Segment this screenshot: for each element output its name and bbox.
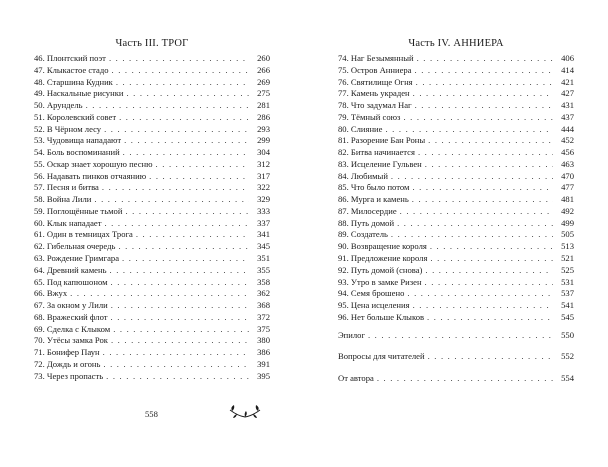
- entry-page: 552: [561, 351, 574, 362]
- part-heading: Часть IV. АННИЕРА: [408, 38, 504, 49]
- entry-page: 477: [561, 182, 574, 193]
- entry-title: Эпилог: [338, 329, 365, 340]
- entry-title: 61. Один в темницах Трога: [34, 229, 133, 240]
- toc-entry: [338, 241, 574, 253]
- entry-page: 266: [257, 64, 270, 75]
- entry-page: 463: [561, 158, 574, 169]
- part-heading: Часть III. ТРОГ: [115, 38, 189, 49]
- entry-title: 63. Рождение Гримгара: [34, 253, 120, 264]
- toc-entry: [34, 300, 270, 312]
- toc-list: [34, 53, 270, 382]
- dot-leader: [418, 147, 553, 159]
- entry-page: 329: [257, 194, 270, 205]
- entry-title: 76. Святилище Огня: [338, 76, 413, 87]
- entry-title: 81. Разорение Бан Роны: [338, 135, 426, 146]
- entry-page: 456: [561, 147, 574, 158]
- entry-page: 481: [561, 194, 574, 205]
- entry-title: 93. Утро в замке Ризен: [338, 276, 422, 287]
- entry-page: 550: [561, 329, 574, 340]
- toc-entry: [338, 351, 574, 363]
- toc-entry: [338, 330, 574, 342]
- entry-page: 341: [257, 229, 270, 240]
- toc-entry: [338, 194, 574, 206]
- entry-page: 351: [257, 253, 270, 264]
- dot-leader: [119, 112, 249, 124]
- entry-page: 281: [257, 100, 270, 111]
- leaf-sprig-icon: [228, 404, 262, 420]
- toc-entry: [338, 65, 574, 77]
- entry-page: 299: [257, 135, 270, 146]
- entry-title: 71. Бонифер Паун: [34, 347, 100, 358]
- entry-page: 431: [561, 100, 574, 111]
- entry-title: 47. Клыкастое стадо: [34, 64, 109, 75]
- dot-leader: [415, 100, 553, 112]
- entry-title: 92. Путь домой (снова): [338, 264, 423, 275]
- entry-title: 60. Клык нападает: [34, 217, 102, 228]
- dot-leader: [94, 194, 249, 206]
- toc-entry: [338, 277, 574, 289]
- right-toc-column: [338, 37, 574, 394]
- entry-page: 513: [561, 241, 574, 252]
- dot-leader: [109, 53, 249, 65]
- toc-entry: [34, 206, 270, 218]
- dot-leader: [412, 194, 553, 206]
- entry-title: 94. Семя брошено: [338, 288, 405, 299]
- toc-entry: [34, 241, 270, 253]
- entry-page: 395: [257, 370, 270, 381]
- toc-entry: [338, 124, 574, 136]
- dot-leader: [111, 300, 249, 312]
- toc-entry: [34, 112, 270, 124]
- entry-page: 260: [257, 53, 270, 63]
- entry-page: 333: [257, 205, 270, 216]
- entry-page: 421: [561, 76, 574, 87]
- entry-page: 355: [257, 264, 270, 275]
- dot-leader: [427, 312, 553, 324]
- entry-title: 72. Дождь и огонь: [34, 358, 101, 369]
- entry-page: 375: [257, 323, 270, 334]
- toc-entry: [34, 53, 270, 65]
- entry-page: 345: [257, 241, 270, 252]
- entry-page: 317: [257, 170, 270, 181]
- entry-page: 437: [561, 111, 574, 122]
- entry-title: 66. Вжух: [34, 288, 68, 299]
- dot-leader: [111, 277, 249, 289]
- toc-entry: [34, 100, 270, 112]
- dot-leader: [425, 277, 553, 289]
- entry-page: 531: [561, 276, 574, 287]
- entry-title: 74. Наг Безымянный: [338, 53, 414, 63]
- dot-leader: [136, 229, 249, 241]
- dot-leader: [428, 351, 553, 363]
- dot-leader: [111, 312, 249, 324]
- left-toc-column: [34, 37, 270, 382]
- entry-title: 64. Древний камень: [34, 264, 107, 275]
- entry-page: 286: [257, 111, 270, 122]
- entry-title: 53. Чудовища нападают: [34, 135, 122, 146]
- entry-title: 78. Что задумал Наг: [338, 100, 412, 111]
- toc-entry: [338, 112, 574, 124]
- back-matter-list: [338, 330, 574, 385]
- dot-leader: [116, 77, 249, 89]
- entry-title: 62. Гибельная очередь: [34, 241, 116, 252]
- entry-title: 79. Тёмный союз: [338, 111, 401, 122]
- page-number: 558: [145, 409, 158, 419]
- dot-leader: [377, 373, 553, 385]
- toc-list: [338, 53, 574, 324]
- entry-page: 541: [561, 300, 574, 311]
- dot-leader: [368, 330, 553, 342]
- entry-page: 275: [257, 88, 270, 99]
- toc-entry: [338, 373, 574, 385]
- dot-leader: [103, 347, 249, 359]
- dot-leader: [413, 300, 553, 312]
- dot-leader: [122, 253, 249, 265]
- entry-page: 525: [561, 264, 574, 275]
- entry-title: 59. Поглощённые тьмой: [34, 205, 123, 216]
- dot-leader: [413, 88, 553, 100]
- toc-entry: [338, 100, 574, 112]
- toc-entry: [338, 159, 574, 171]
- entry-page: 499: [561, 217, 574, 228]
- dot-leader: [118, 241, 249, 253]
- entry-page: 505: [561, 229, 574, 240]
- toc-entry: [34, 147, 270, 159]
- entry-title: 75. Остров Анниера: [338, 64, 412, 75]
- entry-title: 91. Предложение короля: [338, 253, 428, 264]
- toc-entry: [34, 124, 270, 136]
- entry-page: 414: [561, 64, 574, 75]
- dot-leader: [412, 182, 553, 194]
- dot-leader: [425, 265, 553, 277]
- entry-page: 452: [561, 135, 574, 146]
- toc-entry: [338, 182, 574, 194]
- toc-entry: [34, 218, 270, 230]
- toc-entry: [34, 265, 270, 277]
- toc-entry: [34, 277, 270, 289]
- dot-leader: [123, 147, 249, 159]
- entry-page: 269: [257, 76, 270, 87]
- entry-page: 545: [561, 311, 574, 322]
- toc-entry: [338, 77, 574, 89]
- toc-entry: [34, 347, 270, 359]
- toc-entry: [34, 88, 270, 100]
- toc-entry: [34, 159, 270, 171]
- toc-entry: [34, 229, 270, 241]
- toc-entry: [338, 253, 574, 265]
- entry-page: 358: [257, 276, 270, 287]
- entry-page: 372: [257, 311, 270, 322]
- dot-leader: [391, 171, 553, 183]
- toc-entry: [338, 147, 574, 159]
- entry-page: 293: [257, 123, 270, 134]
- dot-leader: [86, 100, 249, 112]
- entry-page: 304: [257, 147, 270, 158]
- entry-page: 391: [257, 358, 270, 369]
- entry-title: 69. Сделка с Клыком: [34, 323, 111, 334]
- entry-title: 52. В Чёрном лесу: [34, 123, 102, 134]
- dot-leader: [430, 241, 553, 253]
- toc-entry: [34, 135, 270, 147]
- entry-title: 88. Путь домой: [338, 217, 395, 228]
- entry-title: 54. Боль воспоминаний: [34, 147, 120, 158]
- entry-title: 56. Надавать пинков отчаянию: [34, 170, 147, 181]
- entry-title: 57. Песня и битва: [34, 182, 99, 193]
- entry-title: 90. Возвращение короля: [338, 241, 427, 252]
- dot-leader: [407, 288, 553, 300]
- toc-entry: [34, 253, 270, 265]
- entry-page: 554: [561, 372, 574, 383]
- entry-title: 83. Исцеление Гульвен: [338, 158, 422, 169]
- dot-leader: [102, 182, 249, 194]
- entry-title: 77. Камень украден: [338, 88, 410, 99]
- toc-entry: [338, 218, 574, 230]
- entry-title: 68. Вражеский флот: [34, 311, 108, 322]
- entry-page: 470: [561, 170, 574, 181]
- dot-leader: [415, 65, 553, 77]
- entry-title: 49. Наскальные рисунки: [34, 88, 124, 99]
- entry-title: 89. Создатель: [338, 229, 388, 240]
- entry-title: Вопросы для читателей: [338, 351, 425, 362]
- dot-leader: [113, 324, 249, 336]
- toc-entry: [34, 65, 270, 77]
- dot-leader: [385, 124, 553, 136]
- toc-entry: [338, 312, 574, 324]
- entry-title: 73. Через пропасть: [34, 370, 104, 381]
- toc-entry: [338, 288, 574, 300]
- entry-title: 48. Старшина Кудник: [34, 76, 113, 87]
- toc-entry: [34, 371, 270, 383]
- entry-page: 427: [561, 88, 574, 99]
- entry-title: 82. Битва начинается: [338, 147, 415, 158]
- dot-leader: [111, 335, 249, 347]
- entry-title: 58. Война Лили: [34, 194, 92, 205]
- toc-entry: [338, 171, 574, 183]
- toc-entry: [338, 229, 574, 241]
- dot-leader: [403, 112, 553, 124]
- entry-page: 337: [257, 217, 270, 228]
- toc-entry: [338, 88, 574, 100]
- toc-entry: [34, 194, 270, 206]
- dot-leader: [417, 53, 553, 65]
- entry-page: 322: [257, 182, 270, 193]
- dot-leader: [416, 77, 553, 89]
- entry-title: 70. Утёсы замка Рок: [34, 335, 108, 346]
- entry-page: 312: [257, 158, 270, 169]
- entry-title: 84. Любимый: [338, 170, 388, 181]
- toc-entry: [34, 288, 270, 300]
- dot-leader: [125, 206, 249, 218]
- entry-page: 368: [257, 300, 270, 311]
- entry-title: От автора: [338, 372, 374, 383]
- entry-title: 80. Слияние: [338, 123, 383, 134]
- toc-entry: [338, 300, 574, 312]
- entry-title: 67. За окном у Лили: [34, 300, 108, 311]
- dot-leader: [112, 65, 249, 77]
- dot-leader: [430, 253, 553, 265]
- dot-leader: [156, 159, 249, 171]
- entry-page: 444: [561, 123, 574, 134]
- entry-page: 492: [561, 205, 574, 216]
- entry-page: 380: [257, 335, 270, 346]
- entry-page: 406: [561, 53, 574, 63]
- entry-title: 50. Арундель: [34, 100, 83, 111]
- toc-entry: [34, 77, 270, 89]
- entry-title: 55. Оскар знает хорошую песню: [34, 158, 153, 169]
- entry-page: 386: [257, 347, 270, 358]
- dot-leader: [110, 265, 250, 277]
- toc-entry: [34, 324, 270, 336]
- toc-entry: [34, 171, 270, 183]
- dot-leader: [70, 288, 249, 300]
- dot-leader: [400, 206, 553, 218]
- entry-title: 87. Милосердие: [338, 205, 397, 216]
- entry-page: 362: [257, 288, 270, 299]
- toc-entry: [338, 206, 574, 218]
- dot-leader: [149, 171, 249, 183]
- entry-title: 96. Нет больше Клыков: [338, 311, 425, 322]
- dot-leader: [106, 371, 249, 383]
- dot-leader: [104, 124, 249, 136]
- entry-title: 85. Что было потом: [338, 182, 410, 193]
- toc-entry: [338, 53, 574, 65]
- entry-title: 95. Цена исцеления: [338, 300, 410, 311]
- entry-title: 86. Мурга и камень: [338, 194, 409, 205]
- dot-leader: [397, 218, 553, 230]
- dot-leader: [391, 229, 553, 241]
- entry-title: 51. Королевский совет: [34, 111, 117, 122]
- dot-leader: [126, 88, 249, 100]
- toc-entry: [338, 135, 574, 147]
- entry-page: 521: [561, 253, 574, 264]
- entry-page: 537: [561, 288, 574, 299]
- dot-leader: [425, 159, 553, 171]
- toc-entry: [338, 265, 574, 277]
- dot-leader: [124, 135, 249, 147]
- toc-entry: [34, 335, 270, 347]
- dot-leader: [103, 359, 249, 371]
- dot-leader: [104, 218, 249, 230]
- entry-title: 65. Под капюшоном: [34, 276, 108, 287]
- entry-title: 46. Плонтский поэт: [34, 53, 106, 63]
- toc-entry: [34, 359, 270, 371]
- toc-entry: [34, 182, 270, 194]
- dot-leader: [428, 135, 553, 147]
- toc-entry: [34, 312, 270, 324]
